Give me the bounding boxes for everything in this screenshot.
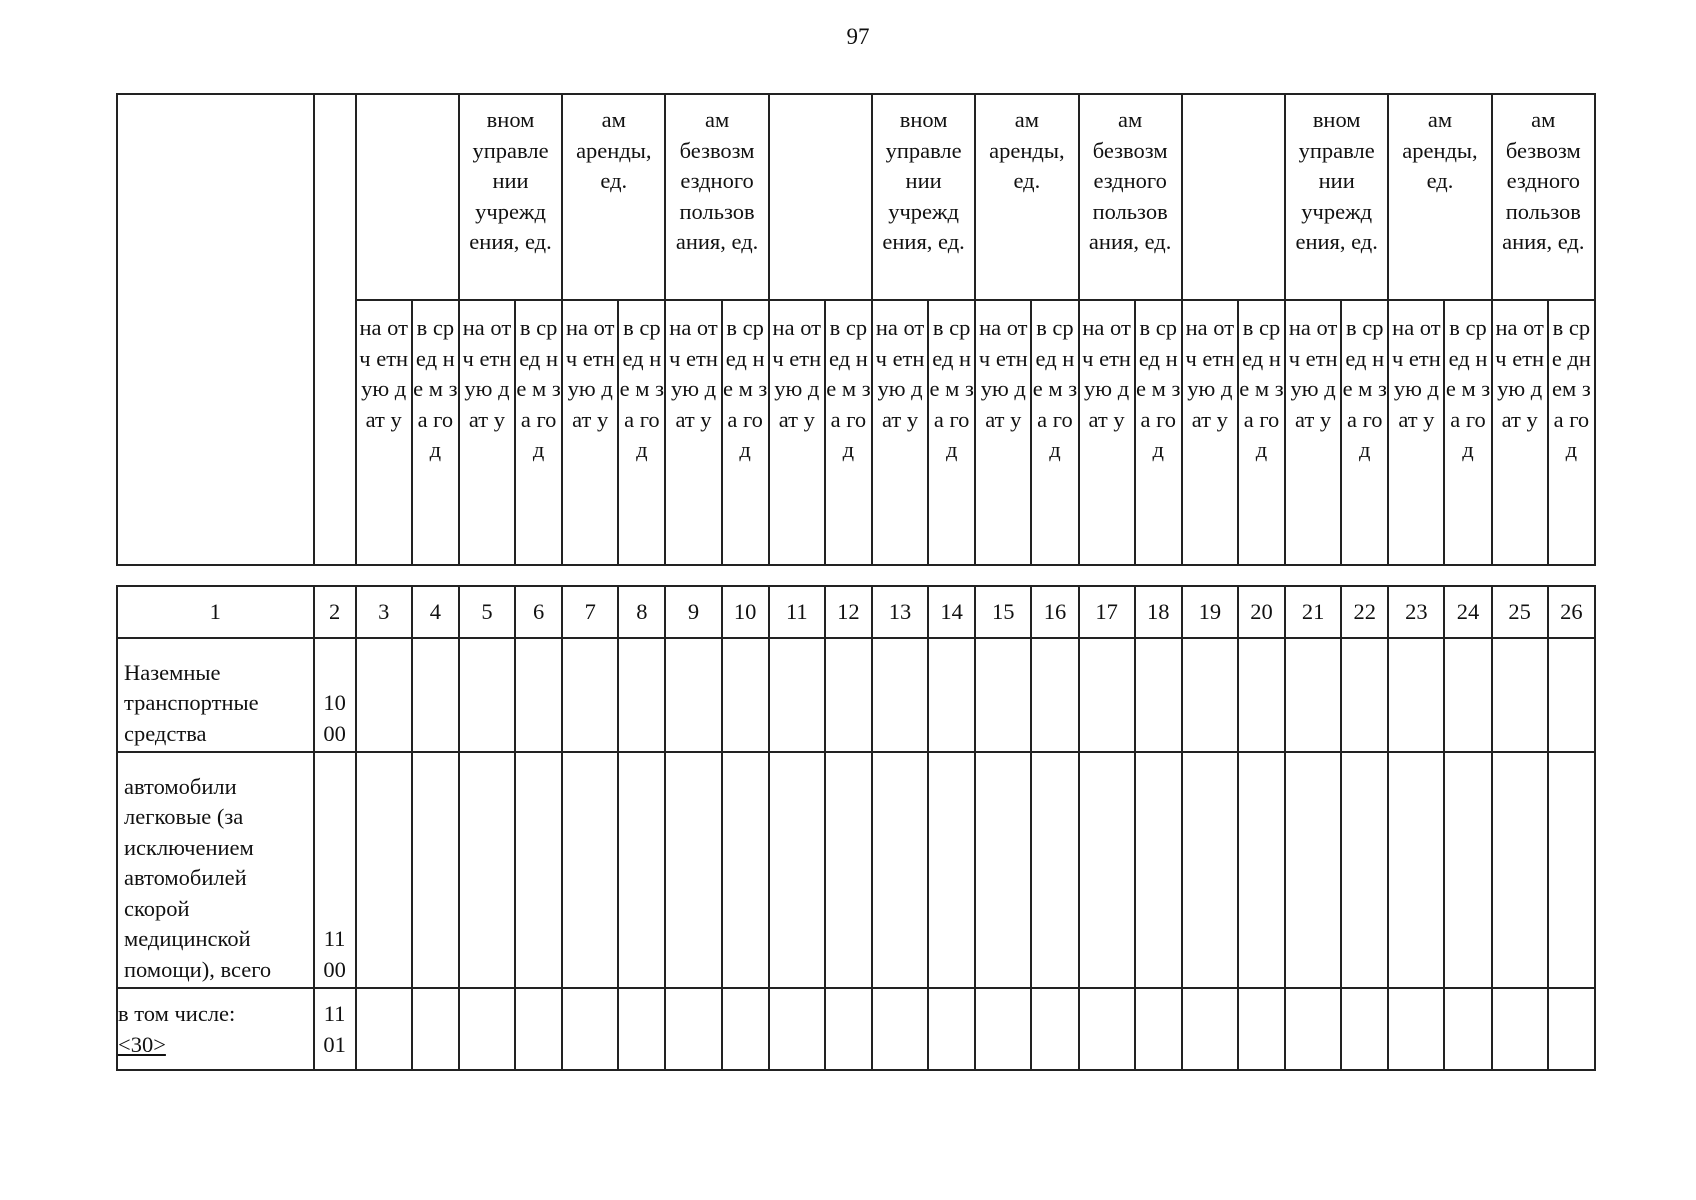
row-label: Наземные транспортные средства	[117, 638, 314, 752]
row-code: 10 00	[314, 638, 356, 752]
data-cell[interactable]	[1079, 988, 1135, 1070]
column-number-cell: 3	[356, 586, 412, 638]
header-sub-reporting-date: на отч етн ую дат у	[872, 300, 928, 565]
header-group-cell	[1182, 94, 1285, 300]
data-cell[interactable]	[459, 638, 515, 752]
data-cell[interactable]	[928, 752, 975, 988]
data-cell[interactable]	[975, 988, 1031, 1070]
data-table	[116, 585, 1596, 1071]
data-cell[interactable]	[1238, 752, 1285, 988]
data-cell[interactable]	[1388, 638, 1444, 752]
data-cell[interactable]	[1031, 638, 1078, 752]
header-sub-yearly-average: в ср ед не м за го д	[825, 300, 872, 565]
header-sub-reporting-date: на отч етн ую дат у	[356, 300, 412, 565]
page-number: 97	[846, 24, 870, 49]
row-code: 11 01	[314, 988, 356, 1070]
data-cell[interactable]	[515, 638, 562, 752]
column-number-cell: 13	[872, 586, 928, 638]
header-sub-yearly-average: в сре дн ем за год	[1548, 300, 1595, 565]
header-group-cell	[356, 94, 459, 300]
data-cell[interactable]	[825, 638, 872, 752]
column-number-cell: 25	[1492, 586, 1548, 638]
data-cell[interactable]	[665, 638, 721, 752]
data-cell[interactable]	[618, 752, 665, 988]
header-group-cell: ам аренды, ед.	[1388, 94, 1491, 300]
column-number-cell: 12	[825, 586, 872, 638]
data-cell[interactable]	[515, 988, 562, 1070]
header-sub-yearly-average: в ср ед не м за го д	[722, 300, 769, 565]
data-cell[interactable]	[1135, 638, 1182, 752]
data-cell[interactable]	[515, 752, 562, 988]
data-cell[interactable]	[1492, 988, 1548, 1070]
data-cell[interactable]	[356, 638, 412, 752]
header-group-cell	[769, 94, 872, 300]
table-row	[117, 638, 1595, 752]
data-cell[interactable]	[1341, 988, 1388, 1070]
row-label-prefix: в том числе:	[118, 1001, 236, 1026]
data-cell[interactable]	[1444, 638, 1491, 752]
data-cell[interactable]	[1548, 752, 1595, 988]
header-sub-yearly-average: в ср ед не м за го д	[1341, 300, 1388, 565]
data-cell[interactable]	[1388, 988, 1444, 1070]
header-group-cell: ам аренды, ед.	[975, 94, 1078, 300]
column-number-cell: 11	[769, 586, 825, 638]
header-sub-reporting-date: на отч етн ую дат у	[562, 300, 618, 565]
data-cell[interactable]	[1492, 752, 1548, 988]
data-cell[interactable]	[825, 752, 872, 988]
data-cell[interactable]	[975, 752, 1031, 988]
column-number-row	[117, 586, 1595, 638]
data-cell[interactable]	[825, 988, 872, 1070]
data-cell[interactable]	[1238, 638, 1285, 752]
column-number-cell: 14	[928, 586, 975, 638]
data-cell[interactable]	[562, 988, 618, 1070]
data-cell[interactable]	[1444, 752, 1491, 988]
data-cell[interactable]	[975, 638, 1031, 752]
row-label	[117, 988, 314, 1070]
header-group-cell: ам безвозм ездного пользов ания, ед.	[665, 94, 768, 300]
column-number-cell: 20	[1238, 586, 1285, 638]
column-number-cell: 18	[1135, 586, 1182, 638]
data-cell[interactable]	[1079, 752, 1135, 988]
data-cell[interactable]	[459, 752, 515, 988]
header-group-cell: вном управле нии учрежд ения, ед.	[872, 94, 975, 300]
data-cell[interactable]	[1285, 638, 1341, 752]
header-sub-yearly-average: в ср ед не м за го д	[515, 300, 562, 565]
column-number-cell: 26	[1548, 586, 1595, 638]
footnote-ref-link[interactable]: <30>	[118, 1031, 166, 1057]
column-number-cell: 16	[1031, 586, 1078, 638]
header-sub-reporting-date: на отч етн ую дат у	[769, 300, 825, 565]
column-number-cell: 24	[1444, 586, 1491, 638]
data-cell[interactable]	[618, 638, 665, 752]
header-group-cell: ам аренды, ед.	[562, 94, 665, 300]
column-number-cell: 17	[1079, 586, 1135, 638]
header-sub-yearly-average: в ср ед не м за го д	[1135, 300, 1182, 565]
data-cell[interactable]	[1548, 638, 1595, 752]
column-number-cell: 10	[722, 586, 769, 638]
table-row	[117, 988, 1595, 1070]
data-cell[interactable]	[1079, 638, 1135, 752]
header-sub-yearly-average: в ср ед не м за го д	[1238, 300, 1285, 565]
column-number-cell: 5	[459, 586, 515, 638]
data-cell[interactable]	[1031, 752, 1078, 988]
header-sub-yearly-average: в ср ед не м за го д	[1031, 300, 1078, 565]
header-sub-yearly-average: в ср ед не м за го д	[1444, 300, 1491, 565]
data-cell[interactable]	[928, 988, 975, 1070]
data-cell[interactable]	[1182, 988, 1238, 1070]
data-cell[interactable]	[1492, 638, 1548, 752]
column-number-cell: 2	[314, 586, 356, 638]
data-cell[interactable]	[1444, 988, 1491, 1070]
data-cell[interactable]	[872, 988, 928, 1070]
header-sub-reporting-date: на отч етн ую дат у	[1388, 300, 1444, 565]
column-number-cell: 7	[562, 586, 618, 638]
header-sub-reporting-date: на отч етн ую дат у	[665, 300, 721, 565]
data-cell[interactable]	[412, 988, 459, 1070]
column-number-cell: 23	[1388, 586, 1444, 638]
header-group-cell: ам безвозм ездного пользов ания, ед.	[1079, 94, 1182, 300]
data-cell[interactable]	[1135, 988, 1182, 1070]
column-number-cell: 6	[515, 586, 562, 638]
header-sub-reporting-date: на отч етн ую дат у	[459, 300, 515, 565]
data-cell[interactable]	[722, 638, 769, 752]
data-cell[interactable]	[562, 638, 618, 752]
header-sub-yearly-average: в ср ед не м за го д	[412, 300, 459, 565]
data-cell[interactable]	[1341, 638, 1388, 752]
table-row	[117, 752, 1595, 988]
data-cell[interactable]	[769, 988, 825, 1070]
header-table	[116, 93, 1596, 566]
data-cell[interactable]	[722, 752, 769, 988]
header-code-column	[314, 94, 356, 565]
header-sub-reporting-date: на отч етн ую дат у	[1285, 300, 1341, 565]
data-cell[interactable]	[356, 988, 412, 1070]
data-cell[interactable]	[1182, 752, 1238, 988]
data-cell[interactable]	[1388, 752, 1444, 988]
column-number-cell: 21	[1285, 586, 1341, 638]
header-sub-reporting-date: на отч етн ую дат у	[1079, 300, 1135, 565]
data-cell[interactable]	[665, 752, 721, 988]
data-cell[interactable]	[1341, 752, 1388, 988]
data-cell[interactable]	[872, 752, 928, 988]
column-number-cell: 19	[1182, 586, 1238, 638]
header-sub-reporting-date: на отч етн ую дат у	[975, 300, 1031, 565]
data-cell[interactable]	[722, 988, 769, 1070]
header-sub-reporting-date: на отч етн ую дат у	[1492, 300, 1548, 565]
data-cell[interactable]	[1285, 988, 1341, 1070]
header-label-column	[117, 94, 314, 565]
data-cell[interactable]	[1182, 638, 1238, 752]
data-cell[interactable]	[872, 638, 928, 752]
header-sub-yearly-average: в ср ед не м за го д	[928, 300, 975, 565]
data-cell[interactable]	[928, 638, 975, 752]
data-cell[interactable]	[665, 988, 721, 1070]
header-group-cell: ам безвозм ездного пользов ания, ед.	[1492, 94, 1595, 300]
column-number-cell: 9	[665, 586, 721, 638]
data-cell[interactable]	[356, 752, 412, 988]
column-number-cell: 4	[412, 586, 459, 638]
data-cell[interactable]	[1135, 752, 1182, 988]
header-sub-reporting-date: на отч етн ую дат у	[1182, 300, 1238, 565]
header-sub-yearly-average: в ср ед не м за го д	[618, 300, 665, 565]
data-cell[interactable]	[1238, 988, 1285, 1070]
data-cell[interactable]	[412, 638, 459, 752]
row-label: автомобили легковые (за исключением автомобилей скорой медицинской помощи), всего	[117, 752, 314, 988]
column-number-cell: 22	[1341, 586, 1388, 638]
data-cell[interactable]	[459, 988, 515, 1070]
header-group-cell: вном управле нии учрежд ения, ед.	[459, 94, 562, 300]
row-code: 11 00	[314, 752, 356, 988]
data-cell[interactable]	[1285, 752, 1341, 988]
column-number-cell: 15	[975, 586, 1031, 638]
data-cell[interactable]	[412, 752, 459, 988]
header-group-cell: вном управле нии учрежд ения, ед.	[1285, 94, 1388, 300]
data-cell[interactable]	[1031, 988, 1078, 1070]
data-cell[interactable]	[769, 752, 825, 988]
column-number-cell: 8	[618, 586, 665, 638]
data-cell[interactable]	[1548, 988, 1595, 1070]
column-number-cell: 1	[117, 586, 314, 638]
data-cell[interactable]	[618, 988, 665, 1070]
data-cell[interactable]	[562, 752, 618, 988]
data-cell[interactable]	[769, 638, 825, 752]
